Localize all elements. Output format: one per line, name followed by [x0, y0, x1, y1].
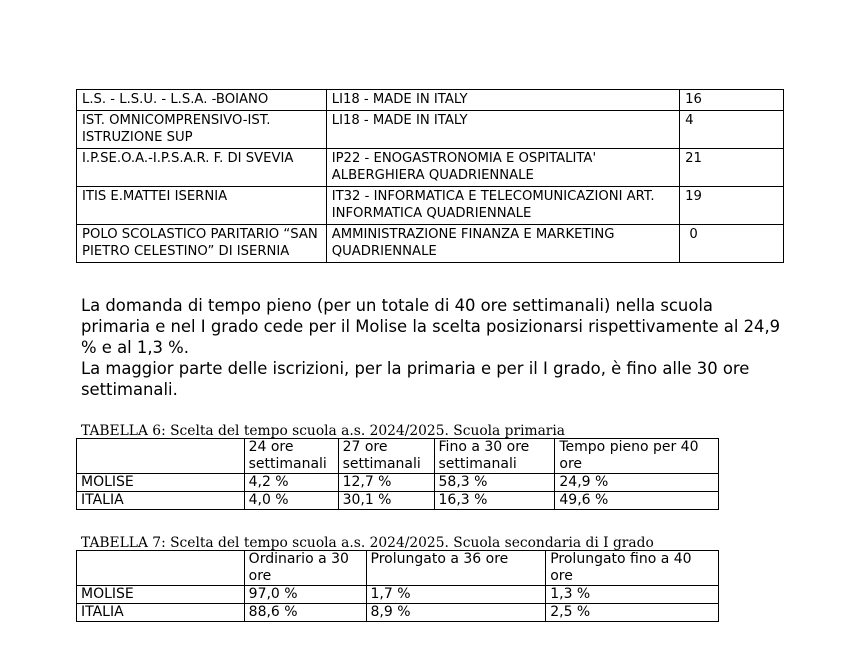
count-cell: 16: [680, 90, 784, 111]
value-cell: 1,7 %: [366, 586, 546, 604]
header-cell: Prolungato fino a 40 ore: [546, 551, 719, 586]
region-cell: MOLISE: [77, 474, 245, 492]
table-row: [77, 474, 719, 492]
header-cell: 27 ore settimanali: [338, 439, 434, 474]
value-cell: 2,5 %: [546, 604, 719, 622]
course-cell: AMMINISTRAZIONE FINANZA E MARKETING QUADRIENNALE: [326, 224, 679, 262]
course-cell: LI18 - MADE IN ITALY: [326, 90, 679, 111]
table-row: [77, 604, 719, 622]
schools-table: [76, 89, 784, 263]
table-row: [77, 90, 784, 111]
school-cell: L.S. - L.S.U. - L.S.A. -BOIANO: [77, 90, 327, 111]
paragraph: La maggior parte delle iscrizioni, per la primaria e per il I grado, è fino alle 30 ore settimanali.: [81, 359, 750, 399]
count-cell: 4: [680, 110, 784, 148]
table6-caption: TABELLA 6: Scelta del tempo scuola a.s. 2024/2025. Scuola primaria: [81, 423, 566, 439]
table6: [76, 438, 719, 510]
count-cell: 19: [680, 186, 784, 224]
paragraph: La domanda di tempo pieno (per un totale di 40 ore settimanali) nella scuola primaria e nel I grado cede per il Molise la scelta posizionarsi rispettivamente al 24,9 % e al 1,3 %.: [81, 296, 781, 357]
value-cell: 4,0 %: [244, 492, 338, 510]
table-row: [77, 224, 784, 262]
header-cell: [77, 551, 245, 586]
value-cell: 16,3 %: [434, 492, 555, 510]
value-cell: 88,6 %: [244, 604, 366, 622]
header-cell: Tempo pieno per 40 ore: [555, 439, 719, 474]
header-cell: Ordinario a 30 ore: [244, 551, 366, 586]
body-text: [81, 295, 781, 400]
header-cell: Prolungato a 36 ore: [366, 551, 546, 586]
table-row: [77, 492, 719, 510]
header-cell: 24 ore settimanali: [244, 439, 338, 474]
count-cell: 21: [680, 148, 784, 186]
header-cell: Fino a 30 ore settimanali: [434, 439, 555, 474]
course-cell: IP22 - ENOGASTRONOMIA E OSPITALITA' ALBERGHIERA QUADRIENNALE: [326, 148, 679, 186]
course-cell: LI18 - MADE IN ITALY: [326, 110, 679, 148]
school-cell: POLO SCOLASTICO PARITARIO “SAN PIETRO CELESTINO” DI ISERNIA: [77, 224, 327, 262]
table7-caption: TABELLA 7: Scelta del tempo scuola a.s. 2024/2025. Scuola secondaria di I grado: [81, 535, 654, 551]
table-row: [77, 110, 784, 148]
table-header-row: [77, 439, 719, 474]
header-cell: [77, 439, 245, 474]
count-cell: 0: [680, 224, 784, 262]
value-cell: 49,6 %: [555, 492, 719, 510]
school-cell: I.P.SE.O.A.-I.P.S.A.R. F. DI SVEVIA: [77, 148, 327, 186]
value-cell: 1,3 %: [546, 586, 719, 604]
table-row: [77, 186, 784, 224]
table-row: [77, 586, 719, 604]
value-cell: 30,1 %: [338, 492, 434, 510]
region-cell: MOLISE: [77, 586, 245, 604]
school-cell: ITIS E.MATTEI ISERNIA: [77, 186, 327, 224]
table7: [76, 550, 719, 622]
course-cell: IT32 - INFORMATICA E TELECOMUNICAZIONI ART. INFORMATICA QUADRIENNALE: [326, 186, 679, 224]
school-cell: IST. OMNICOMPRENSIVO-IST. ISTRUZIONE SUP: [77, 110, 327, 148]
value-cell: 4,2 %: [244, 474, 338, 492]
value-cell: 24,9 %: [555, 474, 719, 492]
region-cell: ITALIA: [77, 492, 245, 510]
value-cell: 12,7 %: [338, 474, 434, 492]
value-cell: 8,9 %: [366, 604, 546, 622]
value-cell: 58,3 %: [434, 474, 555, 492]
region-cell: ITALIA: [77, 604, 245, 622]
value-cell: 97,0 %: [244, 586, 366, 604]
table-row: [77, 148, 784, 186]
table-header-row: [77, 551, 719, 586]
